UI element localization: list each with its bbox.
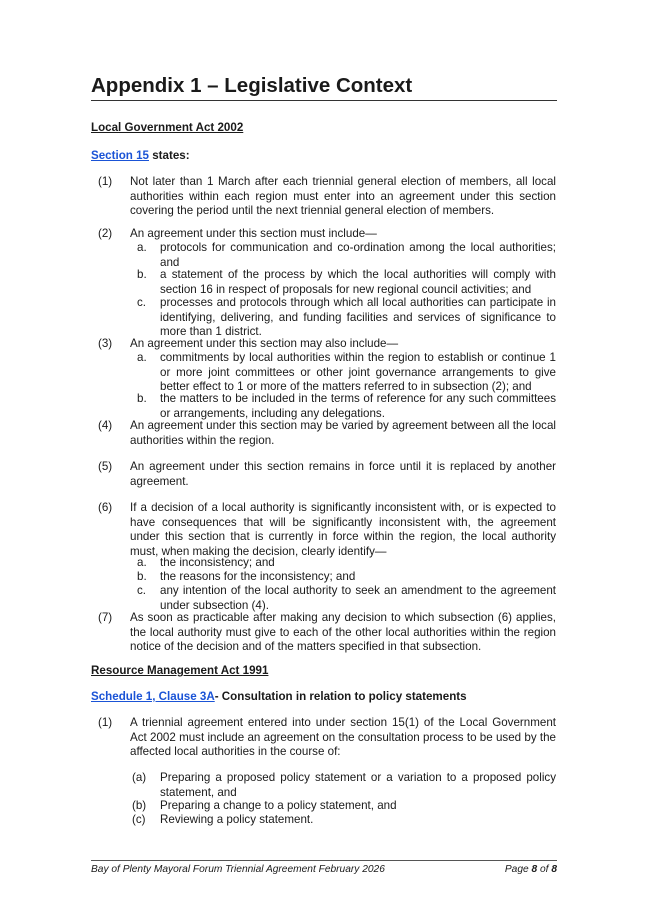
item-6-text: If a decision of a local authority is significantly inconsistent with, or is expected to have consequences that will be significantly inconsistent with, the agreement under this section that is currently in force within the region, the local authority must, when making the decision, clearly identify— (130, 501, 556, 558)
section-15-link[interactable]: Section 15 (91, 149, 149, 162)
item-2c-label: c. (137, 296, 147, 309)
schedule-suffix: - Consultation in relation to policy statements (214, 690, 467, 703)
rma-item-1-text: A triennial agreement entered into under section 15(1) of the Local Government Act 2002 must include an agreement on the consultation process to be used by the affected local authorities in the course of: (130, 716, 556, 759)
footer-current-page: 8 (531, 864, 538, 875)
item-1-number: (1) (98, 175, 113, 188)
item-6c-text: any intention of the local authority to seek an amendment to the agreement under subsection (4). (160, 584, 556, 612)
schedule-line (91, 690, 467, 705)
item-7-number: (7) (98, 611, 113, 624)
item-6-number: (6) (98, 501, 113, 514)
item-2b-text: a statement of the process by which the local authorities will comply with section 16 in respect of proposals for new regional council activities; and (160, 268, 556, 296)
item-6a-label: a. (137, 556, 147, 569)
rma-heading: Resource Management Act 1991 (91, 664, 269, 677)
item-2c-text: processes and protocols through which all local authorities can participate in identifying, delivering, and funding facilities and services of significance to more than 1 district. (160, 296, 556, 339)
rma-sub-a-text: Preparing a proposed policy statement or a variation to a proposed policy statement, and (160, 771, 556, 799)
item-7-text: As soon as practicable after making any decision to which subsection (6) applies, the local authority must give to each of the other local authorities within the region notice of the decision and of the matters specified in that subsection. (130, 611, 556, 654)
item-3-number: (3) (98, 337, 113, 350)
footer-page-of: of (537, 864, 552, 875)
section-suffix: states: (149, 149, 190, 162)
schedule-1-clause-3a-link[interactable]: Schedule 1, Clause 3A (91, 690, 215, 703)
item-3b-label: b. (137, 392, 147, 405)
lga-heading: Local Government Act 2002 (91, 121, 244, 134)
item-2a-label: a. (137, 241, 147, 254)
item-6b-text: the reasons for the inconsistency; and (160, 570, 356, 583)
item-2-text: An agreement under this section must include— (130, 227, 377, 240)
item-5-number: (5) (98, 460, 113, 473)
footer-page-prefix: Page (504, 864, 532, 875)
footer-page-number (480, 864, 557, 875)
section-line (91, 149, 190, 164)
item-6a-text: the inconsistency; and (160, 556, 275, 569)
item-6b-label: b. (137, 570, 147, 583)
item-3a-label: a. (137, 351, 147, 364)
footer-document-title: Bay of Plenty Mayoral Forum Triennial Agreement February 2026 (91, 864, 385, 875)
footer-divider (91, 860, 557, 861)
item-5-text: An agreement under this section remains in force until it is replaced by another agreement. (130, 460, 556, 488)
item-2-number: (2) (98, 227, 113, 240)
item-6c-label: c. (137, 584, 147, 597)
item-3a-text: commitments by local authorities within the region to establish or continue 1 or more joint committees or other joint governance arrangements to give better effect to 1 or more of the matters referred to in subsection (2); and (160, 351, 556, 394)
item-1-text: Not later than 1 March after each triennial general election of members, all local authorities within each region must enter into an agreement under this section covering the period until the next triennial general election of members. (130, 175, 556, 218)
footer-total-pages: 8 (551, 864, 557, 875)
item-3b-text: the matters to be included in the terms of reference for any such committees or arrangements, including any delegations. (160, 392, 556, 420)
item-4-number: (4) (98, 419, 113, 432)
rma-sub-b-text: Preparing a change to a policy statement, and (160, 799, 397, 812)
item-2a-text: protocols for communication and co-ordination among the local authorities; and (160, 241, 556, 269)
item-4-text: An agreement under this section may be varied by agreement between all the local authorities within the region. (130, 419, 556, 447)
rma-sub-c-label: (c) (132, 813, 146, 826)
item-3-text: An agreement under this section may also include— (130, 337, 399, 350)
item-2b-label: b. (137, 268, 147, 281)
rma-sub-c-text: Reviewing a policy statement. (160, 813, 314, 826)
rma-item-1-number: (1) (98, 716, 113, 729)
rma-sub-a-label: (a) (132, 771, 147, 784)
rma-sub-b-label: (b) (132, 799, 147, 812)
page-title: Appendix 1 – Legislative Context (91, 74, 557, 101)
